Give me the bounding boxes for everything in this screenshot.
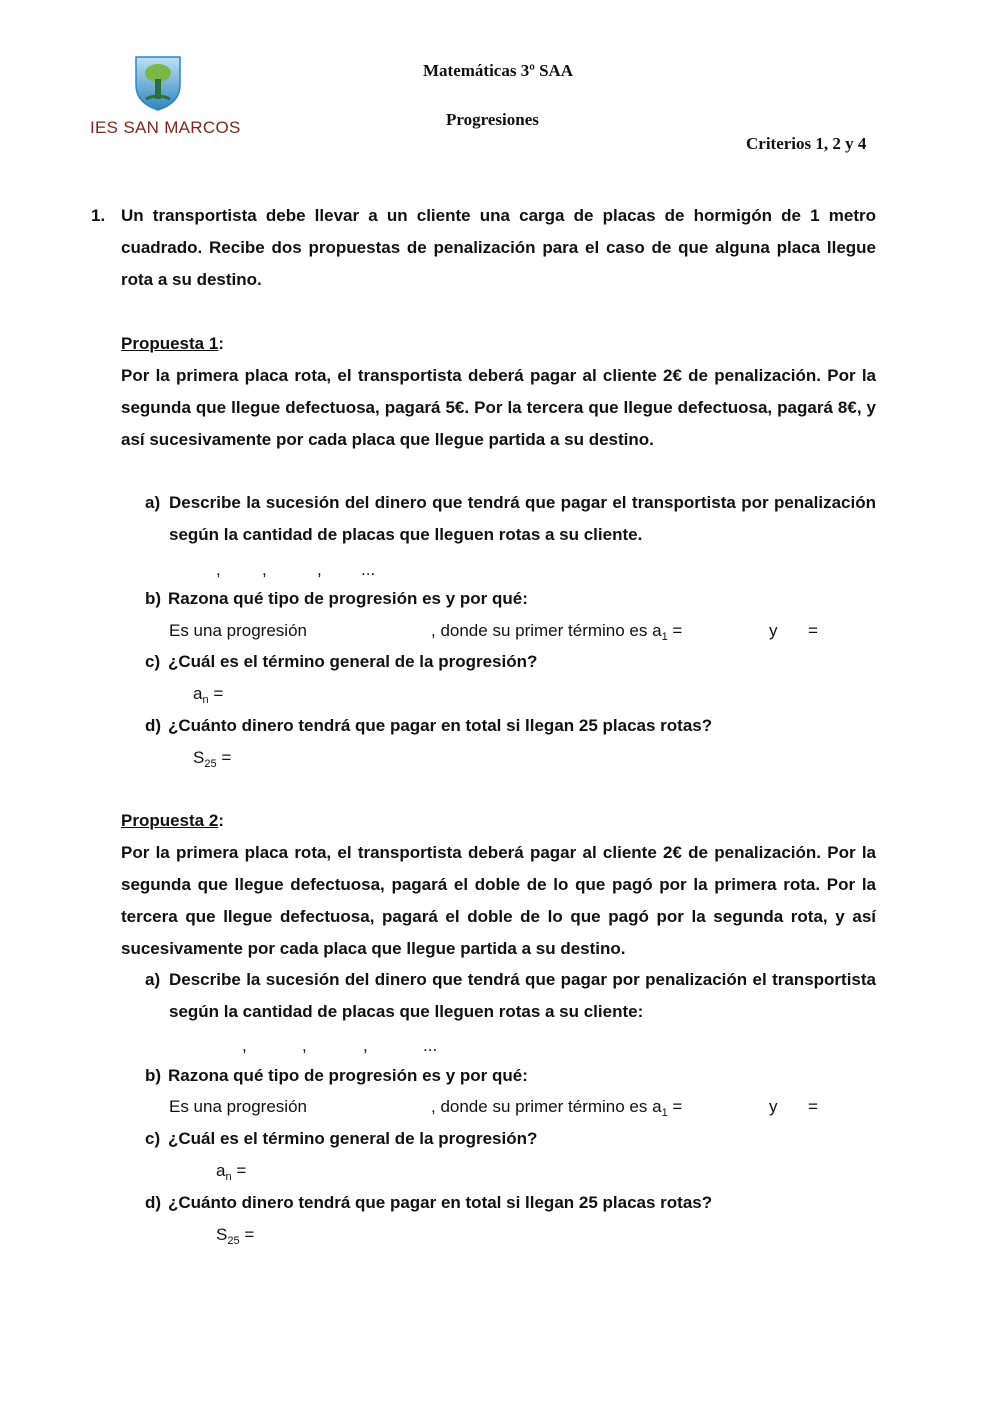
equals: = xyxy=(236,1161,247,1180)
p2-d-label: d) xyxy=(145,1193,162,1212)
subscript: 25 xyxy=(204,758,217,770)
proposal2-title: Propuesta 2 xyxy=(121,811,219,830)
p1-sum xyxy=(193,748,231,768)
ellipsis: ... xyxy=(361,560,376,579)
school-name: IES SAN MARCOS xyxy=(90,118,241,137)
p1-type-line xyxy=(169,621,869,645)
exercise-intro: Un transportista debe llevar a un cliente una carga de placas de hormigón de 1 metro cuadrado. Recibe dos propuestas de penalización para el caso de que alguna placa llegue rota a su destino. xyxy=(121,206,876,289)
p1-c-label: c) xyxy=(145,652,161,671)
comma: , xyxy=(242,1036,247,1055)
p2-a-label: a) xyxy=(145,970,161,989)
p1-c-text: ¿Cuál es el término general de la progresión? xyxy=(168,652,538,671)
type-middle-text: , donde su primer término es a xyxy=(431,621,662,640)
p1-b-text: Razona qué tipo de progresión es y por qué: xyxy=(168,589,528,608)
comma: , xyxy=(262,560,267,579)
proposal1-title: Propuesta 1 xyxy=(121,334,219,353)
equals: = xyxy=(221,748,232,767)
shield-icon xyxy=(134,55,182,111)
subscript: n xyxy=(202,694,209,706)
p2-c-text: ¿Cuál es el término general de la progresión? xyxy=(168,1129,538,1148)
proposal2-heading xyxy=(121,805,224,837)
p2-sum xyxy=(216,1225,254,1245)
type-prefix: Es una progresión xyxy=(169,1097,307,1116)
proposal1-heading xyxy=(121,328,224,360)
type-middle-text: , donde su primer término es a xyxy=(431,1097,662,1116)
exercise-number: 1. xyxy=(91,206,106,225)
p2-b-label: b) xyxy=(145,1066,162,1085)
equals: = xyxy=(672,1097,683,1116)
equals: = xyxy=(808,621,818,640)
p1-a-label: a) xyxy=(145,493,161,512)
proposal1-text: Por la primera placa rota, el transportista deberá pagar al cliente 2€ de penalización. Por la segunda que llegue defectuosa, pagará 5€. Por la tercera que llegue defectuosa, pagará 8€, y así sucesivamente por cada placa que llegue partida a su destino. xyxy=(121,366,876,449)
p2-c-label: c) xyxy=(145,1129,161,1148)
s-letter: S xyxy=(216,1225,228,1244)
colon: : xyxy=(218,334,224,353)
type-middle xyxy=(431,1097,682,1117)
p2-d-text: ¿Cuánto dinero tendrá que pagar en total si llegan 25 placas rotas? xyxy=(168,1193,713,1212)
comma: , xyxy=(216,560,221,579)
p2-b-text: Razona qué tipo de progresión es y por qué: xyxy=(168,1066,528,1085)
ellipsis: ... xyxy=(423,1036,438,1055)
equals: = xyxy=(244,1225,255,1244)
proposal2-text: Por la primera placa rota, el transportista deberá pagar al cliente 2€ de penalización. Por la segunda que llegue defectuosa, pagará el doble de lo que pagó por la primera rota. Por la tercera que llegue defectuosa, pagará el doble de lo que pagó por la segunda rota, y así sucesivamente por cada placa que llegue partida a su destino. xyxy=(121,843,876,958)
equals: = xyxy=(808,1097,818,1116)
equals: = xyxy=(672,621,683,640)
p1-d-label: d) xyxy=(145,716,162,735)
school-logo xyxy=(134,55,182,111)
y-word: y xyxy=(769,1097,778,1116)
p2-type-line xyxy=(169,1097,869,1121)
comma: , xyxy=(317,560,322,579)
p1-b-label: b) xyxy=(145,589,162,608)
an-letter: a xyxy=(193,684,203,703)
p1-d-text: ¿Cuánto dinero tendrá que pagar en total si llegan 25 placas rotas? xyxy=(168,716,713,735)
subscript: 1 xyxy=(661,631,668,643)
s-letter: S xyxy=(193,748,205,767)
course-title: Matemáticas 3º SAA xyxy=(423,61,574,80)
an-letter: a xyxy=(216,1161,226,1180)
subscript: 1 xyxy=(661,1107,668,1119)
subscript: n xyxy=(225,1171,232,1183)
colon: : xyxy=(218,811,224,830)
p2-general-term xyxy=(216,1161,246,1181)
type-prefix: Es una progresión xyxy=(169,621,307,640)
p2-a-text: Describe la sucesión del dinero que tendrá que pagar por penalización el transportista según la cantidad de placas que lleguen rotas a su cliente: xyxy=(169,970,876,1021)
comma: , xyxy=(302,1036,307,1055)
p1-general-term xyxy=(193,684,223,704)
criteria-label: Criterios 1, 2 y 4 xyxy=(746,134,867,153)
p1-a-text: Describe la sucesión del dinero que tendrá que pagar el transportista por penalización según la cantidad de placas que lleguen rotas a su cliente. xyxy=(169,493,876,544)
type-middle xyxy=(431,621,682,641)
comma: , xyxy=(363,1036,368,1055)
subscript: 25 xyxy=(227,1235,240,1247)
topic-title: Progresiones xyxy=(446,110,539,129)
equals: = xyxy=(213,684,224,703)
y-word: y xyxy=(769,621,778,640)
